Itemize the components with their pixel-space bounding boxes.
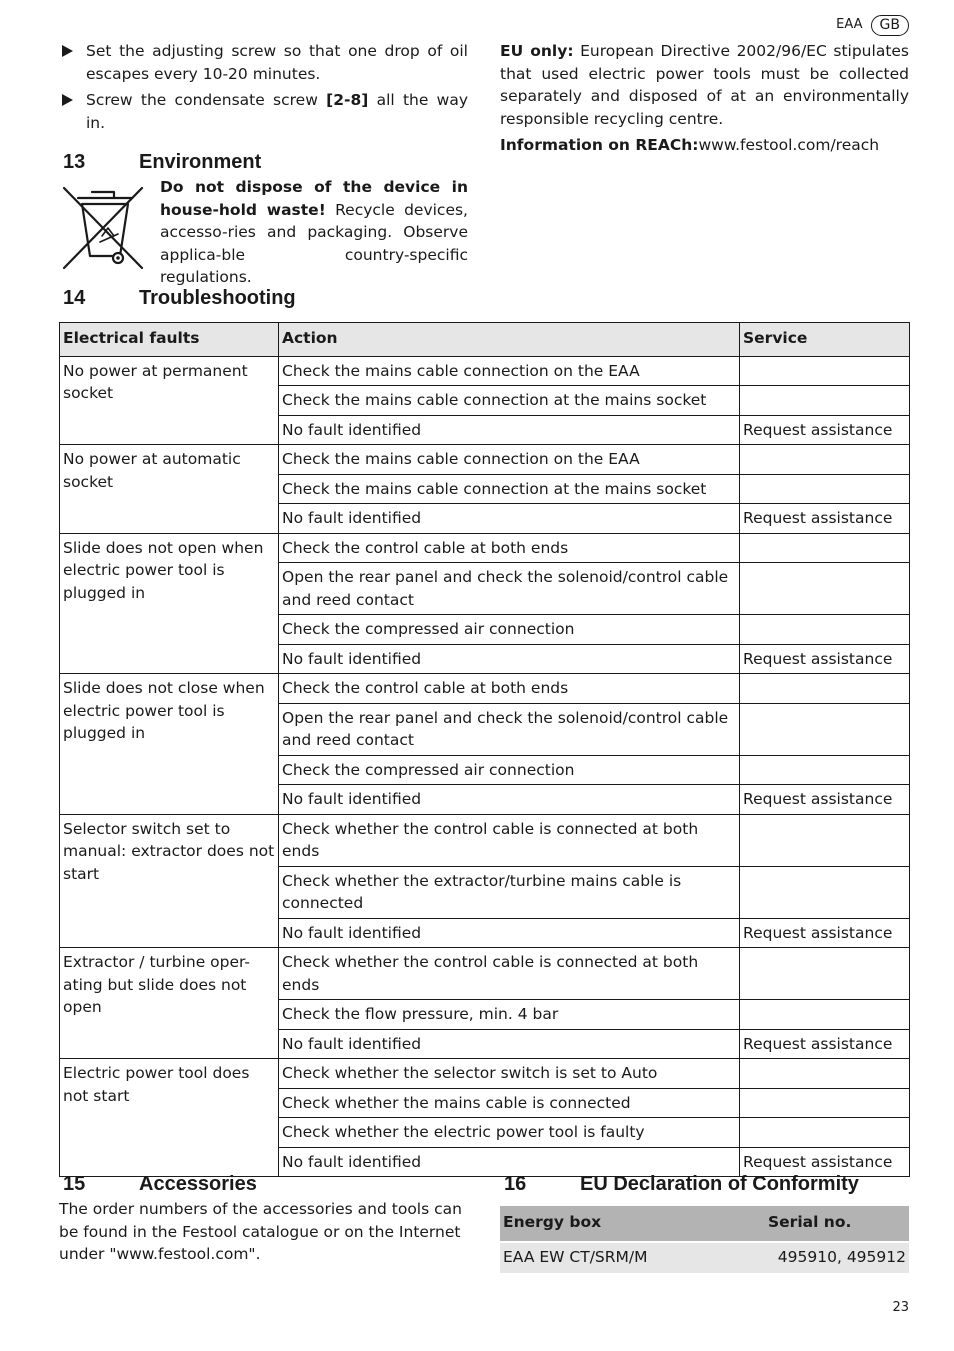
service-cell (740, 755, 910, 785)
action-cell: No fault identified (279, 644, 740, 674)
action-cell: Open the rear panel and check the solenoid/control cable and reed contact (279, 703, 740, 755)
service-cell (740, 703, 910, 755)
section-number: 15 (63, 1173, 86, 1195)
service-cell (740, 674, 910, 704)
section-title: EU Declaration of Conformity (580, 1173, 859, 1195)
product-code: EAA (836, 17, 863, 32)
service-cell: Request assistance (740, 1029, 910, 1059)
table-row (60, 1059, 910, 1089)
section-title: Environment (139, 151, 262, 173)
service-cell (740, 1118, 910, 1148)
service-cell (740, 563, 910, 615)
instruction-text: Screw the condensate screw (86, 91, 327, 109)
environment-body: Recycle devices, accesso-ries and packaging. Observe applica-ble country-specific regulations. (160, 200, 468, 286)
action-cell: Check the control cable at both ends (279, 674, 740, 704)
action-cell: Check the control cable at both ends (279, 533, 740, 563)
service-cell (740, 948, 910, 1000)
service-cell (740, 1059, 910, 1089)
service-cell (740, 866, 910, 918)
fault-cell: Selector switch set to manual: extractor does not start (60, 814, 279, 948)
reach-info (500, 134, 920, 157)
action-cell: No fault identified (279, 415, 740, 445)
service-cell (740, 615, 910, 645)
service-cell: Request assistance (740, 644, 910, 674)
action-cell: Check the mains cable connection on the EAA (279, 356, 740, 386)
section-heading-accessories (63, 1171, 257, 1197)
table-header-row (500, 1206, 909, 1242)
column-header: Energy box (500, 1206, 768, 1242)
action-cell: Check whether the mains cable is connected (279, 1088, 740, 1118)
page-header (836, 14, 909, 37)
table-row (60, 814, 910, 866)
service-cell (740, 814, 910, 866)
action-cell: Open the rear panel and check the solenoid/control cable and reed contact (279, 563, 740, 615)
column-header: Action (279, 323, 740, 357)
section-number: 16 (504, 1173, 527, 1195)
action-cell: Check the mains cable connection on the EAA (279, 445, 740, 475)
instruction-item (60, 40, 468, 85)
table-row (500, 1242, 909, 1274)
table-row (60, 445, 910, 475)
table-header-row (60, 323, 910, 357)
service-cell: Request assistance (740, 1147, 910, 1177)
table-row (60, 674, 910, 704)
action-cell: Check the compressed air connection (279, 615, 740, 645)
service-cell (740, 1000, 910, 1030)
action-cell: No fault identified (279, 1147, 740, 1177)
action-cell: Check whether the extractor/turbine mains cable is connected (279, 866, 740, 918)
action-cell: Check whether the control cable is connected at both ends (279, 814, 740, 866)
section-title: Accessories (139, 1173, 257, 1195)
service-cell: Request assistance (740, 785, 910, 815)
section-heading-conformity (504, 1171, 859, 1197)
energy-box-cell: EAA EW CT/SRM/M (500, 1242, 768, 1274)
reach-label: Information on REACh: (500, 136, 699, 154)
table-row (60, 356, 910, 386)
conformity-table (500, 1206, 909, 1273)
service-cell (740, 533, 910, 563)
fault-cell: Slide does not open when electric power tool is plugged in (60, 533, 279, 674)
service-cell (740, 386, 910, 416)
fault-cell: Slide does not close when electric power tool is plugged in (60, 674, 279, 815)
environment-text (160, 176, 468, 289)
eu-notice-label: EU only: (500, 42, 574, 60)
service-cell (740, 1088, 910, 1118)
part-reference: [2-8] (326, 91, 369, 109)
action-cell: No fault identified (279, 504, 740, 534)
action-cell: No fault identified (279, 918, 740, 948)
eu-notice (500, 40, 909, 130)
table-row (60, 533, 910, 563)
table-row (60, 948, 910, 1000)
action-cell: Check whether the control cable is connected at both ends (279, 948, 740, 1000)
section-number: 14 (63, 287, 86, 309)
action-cell: Check the flow pressure, min. 4 bar (279, 1000, 740, 1030)
bullet-arrow-icon (62, 45, 73, 57)
action-cell: Check the compressed air connection (279, 755, 740, 785)
troubleshooting-table (59, 322, 910, 1177)
serial-number-cell: 495910, 495912 (768, 1242, 909, 1274)
column-header: Serial no. (768, 1206, 909, 1242)
instruction-item (60, 89, 468, 134)
service-cell (740, 445, 910, 475)
section-title: Troubleshooting (139, 287, 296, 309)
instruction-list (60, 40, 468, 138)
action-cell: Check whether the electric power tool is faulty (279, 1118, 740, 1148)
instruction-text: all the way in. (86, 91, 468, 132)
action-cell: No fault identified (279, 1029, 740, 1059)
column-header: Service (740, 323, 910, 357)
service-cell (740, 356, 910, 386)
action-cell: Check whether the selector switch is set to Auto (279, 1059, 740, 1089)
section-heading-environment (63, 149, 261, 175)
service-cell: Request assistance (740, 918, 910, 948)
fault-cell: Extractor / turbine oper-ating but slide does not open (60, 948, 279, 1059)
service-cell: Request assistance (740, 415, 910, 445)
fault-cell: No power at permanent socket (60, 356, 279, 445)
bullet-arrow-icon (62, 94, 73, 106)
service-cell: Request assistance (740, 504, 910, 534)
service-cell (740, 474, 910, 504)
environment-warning: Do not dispose of the device in house-hold waste! (160, 178, 468, 219)
language-badge: GB (871, 15, 909, 36)
action-cell: No fault identified (279, 785, 740, 815)
instruction-text: Set the adjusting screw so that one drop of oil escapes every 10-20 minutes. (86, 42, 468, 83)
crossed-out-wheelie-bin-icon (62, 184, 144, 270)
reach-link[interactable]: www.festool.com/reach (698, 136, 880, 154)
section-number: 13 (63, 151, 86, 173)
section-heading-troubleshooting (63, 285, 296, 311)
fault-cell: No power at automatic socket (60, 445, 279, 534)
action-cell: Check the mains cable connection at the mains socket (279, 386, 740, 416)
accessories-text: The order numbers of the accessories and tools can be found in the Festool catalogue or on the Internet under "www.festool.com". (59, 1200, 462, 1263)
eu-notice-text: European Directive 2002/96/EC stipulates that used electric power tools must be collected separately and disposed of at an environmentally responsible recycling centre. (500, 42, 910, 128)
page-number: 23 (892, 1300, 909, 1315)
fault-cell: Electric power tool does not start (60, 1059, 279, 1177)
action-cell: Check the mains cable connection at the mains socket (279, 474, 740, 504)
column-header: Electrical faults (60, 323, 279, 357)
